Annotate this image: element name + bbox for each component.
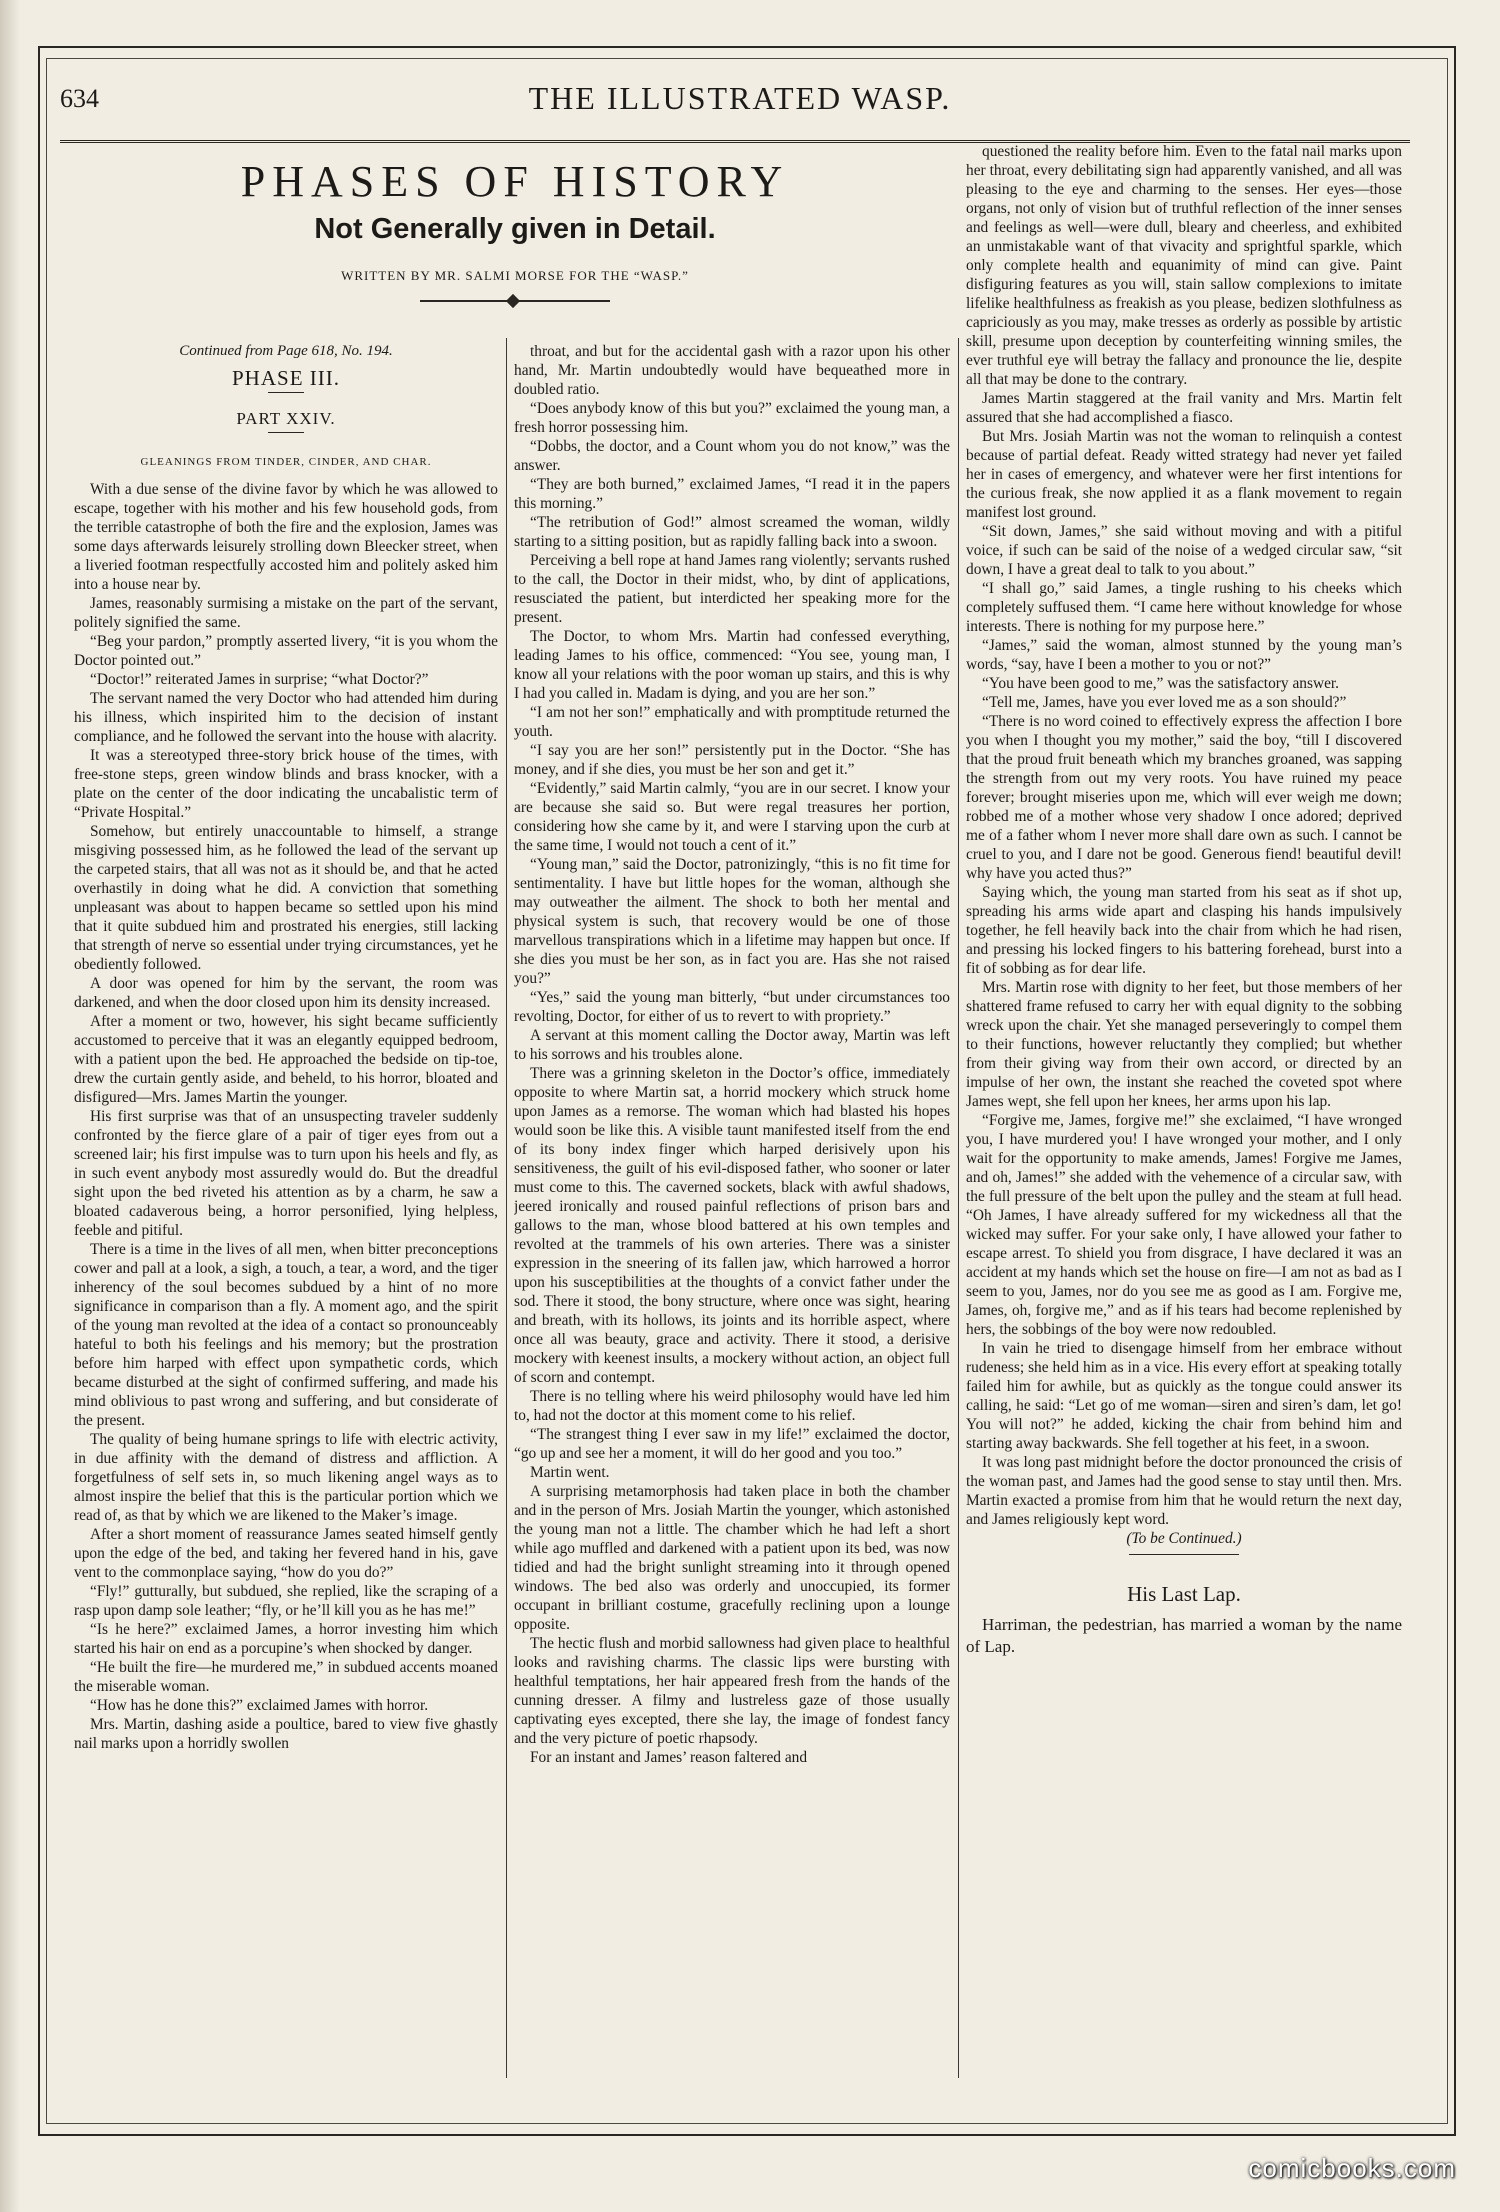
column-1-body [74, 480, 498, 1753]
article-paragraph: “Forgive me, James, forgive me!” she exclaimed, “I have wronged you, I have murdered you! I have wronged your mother, and I only wait for the opportunity to make amends, James! Forgive me James, and oh, James!” she added with the vehemence of a circular saw, with the full pressure of the belt upon the pulley and the steam at full head. “Oh James, I have already suffered for my wickedness all that the wicked may suffer. For your sake only, I have allowed your father to escape arrest. To shield you from disgrace, I have declared it was an accident at my hands which set the house on fire—I am not as bad as I seem to you, James, nor do you see me as good as I am. Forgive me, James, oh, forgive me,” and as if his tears had become replenished by hers, the sobbings of the boy were now redoubled. [966, 1112, 1402, 1338]
article-paragraph: “I say you are her son!” persistently put in the Doctor. “She has money, and if she dies, you must be her son and get it.” [514, 742, 950, 778]
article-paragraph: After a moment or two, however, his sight became sufficiently accustomed to perceive that it was an elegantly equipped bedroom, with a patient upon the bed. He approached the bedside on tip-toe, drew the curtain gently aside, and beheld, to his horror, bloated and disfigured—Mrs. James Martin the younger. [74, 1013, 498, 1106]
article-header [70, 150, 960, 330]
article-paragraph: “Fly!” gutturally, but subdued, she replied, like the scraping of a rasp upon damp sole leather; “fly, or he’ll kill you as he has me!” [74, 1583, 498, 1619]
short-rule [1129, 1554, 1239, 1555]
article-paragraph: “You have been good to me,” was the satisfactory answer. [982, 675, 1340, 692]
article-paragraph: For an instant and James’ reason faltered and [530, 1749, 808, 1766]
article-column-1 [74, 342, 498, 2082]
article-paragraph: “The strangest thing I ever saw in my life!” exclaimed the doctor, “go up and see her a moment, it will do her good and you too.” [514, 1426, 950, 1462]
article-paragraph: The hectic flush and morbid sallowness had given place to healthful looks and ravishing charms. The classic lips were bursting with healthful temptations, her hair appeared fresh from the hands of the cunning dresser. A filmy and lustreless gaze of those usually captivating eyes excepted, there she lay, the image of fondest fancy and the very picture of poetic rhapsody. [514, 1635, 950, 1747]
page-edge-shadow [0, 0, 20, 2212]
watermark: comicbooks.com [1248, 2153, 1456, 2183]
article-paragraph: “The retribution of God!” almost screamed the woman, wildly starting to a sitting position, but as rapidly falling back into a swoon. [514, 514, 950, 550]
column-divider [958, 338, 959, 2078]
article-paragraph: His first surprise was that of an unsuspecting traveler suddenly confronted by the fierce glare of a pair of tiger eyes from out a screened lair; his first impulse was to turn upon his heels and fly, as in such event anybody most assuredly would do. But the dreadful sight upon the bed riveted his attention as by a charm, he saw a bloated cadaverous being, a horror personified, lying helpless, feeble and pitiful. [74, 1108, 498, 1239]
ornament-divider [420, 296, 610, 306]
article-headline: PHASES OF HISTORY [240, 157, 790, 206]
article-paragraph: There is a time in the lives of all men, when bitter preconceptions cower and pall at a look, a sigh, a touch, a tear, a word, and the tiger inherency of the soul becomes subdued by a hint of no more significance in comparison than a fly. A moment ago, and the spirit of the young man revolted at the idea of a contact so pronounceably hateful to both his feelings and his memory; but the prostration before him harped with effect upon sympathetic cords, which became disturbed at the sight of confirmed suffering, and made his mind oblivious to past wrong and suffering, and but considerate of the present. [74, 1241, 498, 1429]
article-paragraph: “How has he done this?” exclaimed James with horror. [90, 1697, 429, 1714]
article-paragraph: It was a stereotyped three-story brick house of the times, with free-stone steps, green window blinds and brass knocker, with a plate on the center of the door indicating the uncabalistic term of “Private Hospital.” [74, 747, 498, 821]
masthead [60, 80, 1420, 126]
article-paragraph: But Mrs. Josiah Martin was not the woman to relinquish a contest because of partial defeat. Ready witted strategy had never yet failed her in cases of emergency, and whatever were her first intentions for the curious freak, she now applied it as a flank movement to regain manifest lost ground. [966, 428, 1402, 521]
article-paragraph: James Martin staggered at the frail vanity and Mrs. Martin felt assured that she had accomplished a fiasco. [966, 390, 1402, 426]
continued-note: Continued from Page 618, No. 194. [179, 343, 393, 359]
article-column-2 [514, 342, 950, 2082]
article-paragraph: “He built the fire—he murdered me,” in subdued accents moaned the miserable woman. [74, 1659, 498, 1695]
article-paragraph: Saying which, the young man started from his seat as if shot up, spreading his arms wide apart and clasping his hands impulsively together, he fell heavily back into the chair from which he had risen, and pressing his locked fingers to his battering forehead, burst into a fit of sobbing as for dear life. [966, 884, 1402, 977]
article-paragraph: The Doctor, to whom Mrs. Martin had confessed everything, leading James to his office, commenced: “You see, young man, I know all your relations with the poor woman up stairs, and this is why I had you called in. Madam is dying, and you are her son.” [514, 628, 950, 702]
short-rule [268, 432, 304, 433]
article-paragraph: questioned the reality before him. Even to the fatal nail marks upon her throat, every debilitating sign had apparently vanished, and all was pleasing to the eye and charming to the senses. Her eyes—those organs, not only of vision but of truthful reflection of the inner senses and feelings as well—were dull, bleary and cheerless, and exhibited an unmistakable want of that vivacity and sprightful sparkle, which only complete health and equanimity of mind can give. Paint disfiguring features as you will, stain sallow complexions to imitate lifelike healthfulness as freakish as you please, bedizen slothfulness as capriciously as you may, make tresses as orderly as possible by artistic skill, presume upon deception by counterfeiting winning smiles, the ever truthful eye will betray the fallacy and pronounce the lie, despite all that may be done to the contrary. [966, 143, 1402, 388]
article-paragraph: A surprising metamorphosis had taken place in both the chamber and in the person of Mrs. Josiah Martin the younger, which astonished the young man not a little. The chamber which he had left a short while ago muffled and darkened with a patient upon its bed, was now tidied and had the bright sunlight streaming into it through opened windows. The bed also was orderly and unoccupied, its former occupant in brilliant costume, gracefully reclining upon a lounge opposite. [514, 1483, 950, 1633]
short-rule [268, 392, 304, 393]
article-paragraph: The servant named the very Doctor who had attended him during his illness, which inspirited him to the decision of instant compliance, and he followed the servant into the house with alacrity. [74, 690, 498, 745]
section-label: GLEANINGS FROM TINDER, CINDER, AND CHAR. [140, 456, 432, 468]
article-paragraph: There is no telling where his weird philosophy would have led him to, had not the doctor at this moment come to his relief. [514, 1388, 950, 1424]
article-paragraph: “James,” said the woman, almost stunned by the young man’s words, “say, have I been a mother to you or not?” [966, 637, 1402, 673]
article-paragraph: After a short moment of reassurance James seated himself gently upon the edge of the bed, and taking her fevered hand in his, gave vent to the commonplace saying, “how do you do?” [74, 1526, 498, 1581]
column-2-body [514, 342, 950, 1767]
article-paragraph: “Sit down, James,” she said without moving and with a pitiful voice, if such can be said of the noise of a wedged circular saw, “sit down, I have a great deal to talk to you about.” [966, 523, 1402, 578]
article-paragraph: “Beg your pardon,” promptly asserted livery, “it is you whom the Doctor pointed out.” [74, 633, 498, 669]
article-paragraph: Somehow, but entirely unaccountable to himself, a strange misgiving possessed him, as he followed the lead of the servant up the carpeted stairs, that all was not as it should be, and that he acted overhastily in doing what he did. A conviction that something unpleasant was about to happen became so settled upon his mind that it quite subdued him and prostrated his energies, still lacking that strength of nerve so essential under trying circumstances, yet he obediently followed. [74, 823, 498, 973]
article-paragraph: “They are both burned,” exclaimed James, “I read it in the papers this morning.” [514, 476, 950, 512]
article-paragraph: “Yes,” said the young man bitterly, “but under circumstances too revolting, Doctor, for either of us to revert to with propriety.” [514, 989, 950, 1025]
article-paragraph: “Tell me, James, have you ever loved me as a son should?” [982, 694, 1347, 711]
article-column-3 [966, 142, 1402, 2082]
article-paragraph: A servant at this moment calling the Doctor away, Martin was left to his sorrows and his troubles alone. [514, 1027, 950, 1063]
paper-title: THE ILLUSTRATED WASP. [528, 80, 952, 116]
article-paragraph: Mrs. Martin, dashing aside a poultice, bared to view five ghastly nail marks upon a horridly swollen [74, 1716, 498, 1752]
phase-heading: PHASE III. [232, 366, 340, 390]
article-paragraph: Perceiving a bell rope at hand James rang violently; servants rushed to the call, the Doctor in their midst, who, by dint of applications, resusciated the patient, but interdicted her speaking more for the present. [514, 552, 950, 626]
article-paragraph: James, reasonably surmising a mistake on the part of the servant, politely signified the same. [74, 595, 498, 631]
article-paragraph: It was long past midnight before the doctor pronounced the crisis of the woman past, and James had the good sense to stay until then. Mrs. Martin exacted a promise from him that he would return the next day, and James religiously kept word. [966, 1454, 1402, 1528]
article-paragraph: Martin went. [530, 1464, 610, 1481]
part-heading: PART XXIV. [236, 409, 336, 428]
filler-body: Harriman, the pedestrian, has married a woman by the name of Lap. [966, 1615, 1402, 1656]
article-paragraph: With a due sense of the divine favor by which he was allowed to escape, together with his mother and his few household gods, from the terrible catastrophe of both the fire and the explosion, James was some days afterwards leisurely strolling down Bleecker street, when a liveried footman respectfully accosted him and politely asked him into a house near by. [74, 481, 498, 593]
article-paragraph: “Dobbs, the doctor, and a Count whom you do not know,” was the answer. [514, 438, 950, 474]
article-paragraph: “Is he here?” exclaimed James, a horror investing him which started his hair on end as a porcupine’s when shocked by danger. [74, 1621, 498, 1657]
article-paragraph: throat, and but for the accidental gash with a razor upon his other hand, Mr. Martin undoubtedly would have bequeathed more in doubled ratio. [514, 343, 950, 398]
column-divider [506, 338, 507, 2078]
article-paragraph: “Does anybody know of this but you?” exclaimed the young man, a fresh horror possessing him. [514, 400, 950, 436]
article-paragraph: There was a grinning skeleton in the Doctor’s office, immediately opposite to where Martin sat, a horrid mockery which struck home upon James as a remorse. The woman which had blasted his hopes would soon be like this. A visible taunt manifested itself from the end of its bony index finger which harped derisively upon his sensitiveness, the guilt of his evil-disposed father, who sooner or later must come to this. The caverned sockets, black with awful shadows, jeered ironically and roused painful reflections of prison bars and gallows to the man, whose blood battered at his own temples and revolted at the trammels of his own arteries. There was a sinister expression in the sneering of its fallen jaw, which harrowed a horror upon his susceptibilities at the thoughts of a convict father under the sod. There it stood, the bony structure, where once was sight, hearing and breath, with its hollows, its joints and its horrible aspect, where once all was beauty, grace and activity. There it stood, a derisive mockery with keenest insults, a mockery without action, an object full of scorn and contempt. [514, 1065, 950, 1386]
article-byline: WRITTEN BY MR. SALMI MORSE FOR THE “WASP.” [341, 268, 689, 283]
article-subheadline: Not Generally given in Detail. [314, 213, 716, 245]
article-paragraph: “I shall go,” said James, a tingle rushing to his cheeks which completely suffused them. “I came here without knowledge for whose interests. There is nothing for my purpose here.” [966, 580, 1402, 635]
article-paragraph: “Doctor!” reiterated James in surprise; “what Doctor?” [90, 671, 429, 688]
article-paragraph: “Evidently,” said Martin calmly, “you are in our secret. I know your are because she said so. But were regal treasures her portion, considering how she came by it, and were I starving upon the curb at the same time, I would not touch a cent of it.” [514, 780, 950, 854]
article-paragraph: The quality of being humane springs to life with electric activity, in due affinity with the demand of distress and affliction. A forgetfulness of self sets in, so much likening angel ways as to almost inspire the belief that this is the particular portion which we read of, as that by which we are likened to the Maker’s image. [74, 1431, 498, 1524]
page-number: 634 [60, 84, 99, 113]
article-paragraph: “Young man,” said the Doctor, patronizingly, “this is no fit time for sentimentality. I have but little hopes for the woman, although she may outweather the ailment. The shock to both her mental and physical system is such, that recovery would be one of those marvellous transpirations which in a lifetime may happen but once. If she dies you must be her son, as in fact you are. Has she not raised you?” [514, 856, 950, 987]
column-3-body [966, 142, 1402, 1529]
article-paragraph: Mrs. Martin rose with dignity to her feet, but those members of her shattered frame refused to carry her with equal dignity to the sobbing wreck upon the chair. Yet she managed perseveringly to compel them to their functions, however reluctantly they complied; but whether from their giving way from their own accord, or directed by an impulse of her own, the instant she reached the coveted spot where James wept, she fell upon her knees, her arms upon his lap. [966, 979, 1402, 1110]
article-paragraph: “I am not her son!” emphatically and with promptitude returned the youth. [514, 704, 950, 740]
article-paragraph: “There is no word coined to effectively express the affection I bore you when I thought you my mother,” said the boy, “till I discovered that the proud fruit beneath which my branches groaned, was sapping the strength from out my very roots. You have ruined my peace forever; brought miseries upon me, which will ever weigh me down; robbed me of a mother whose very shadow I once adored; deprived me of a father whom I never more shall dare own as such. I cannot be cruel to you, and I dare not be good. Generous fiend! beautiful devil! why have you acted thus?” [966, 713, 1402, 882]
article-paragraph: A door was opened for him by the servant, the room was darkened, and when the door closed upon him its density increased. [74, 975, 498, 1011]
filler-title: His Last Lap. [1127, 1582, 1241, 1606]
to-be-continued: (To be Continued.) [1126, 1530, 1242, 1547]
article-paragraph: In vain he tried to disengage himself from her embrace without rudeness; she held him as in a vice. His every effort at speaking totally failed him for awhile, but as quickly as the tongue could answer its calling, he said: “Let go of me woman—siren and siren’s dam, let go! You will not?” he added, kicking the chair from behind him and starting away backwards. She fell together at his feet, in a swoon. [966, 1340, 1402, 1452]
